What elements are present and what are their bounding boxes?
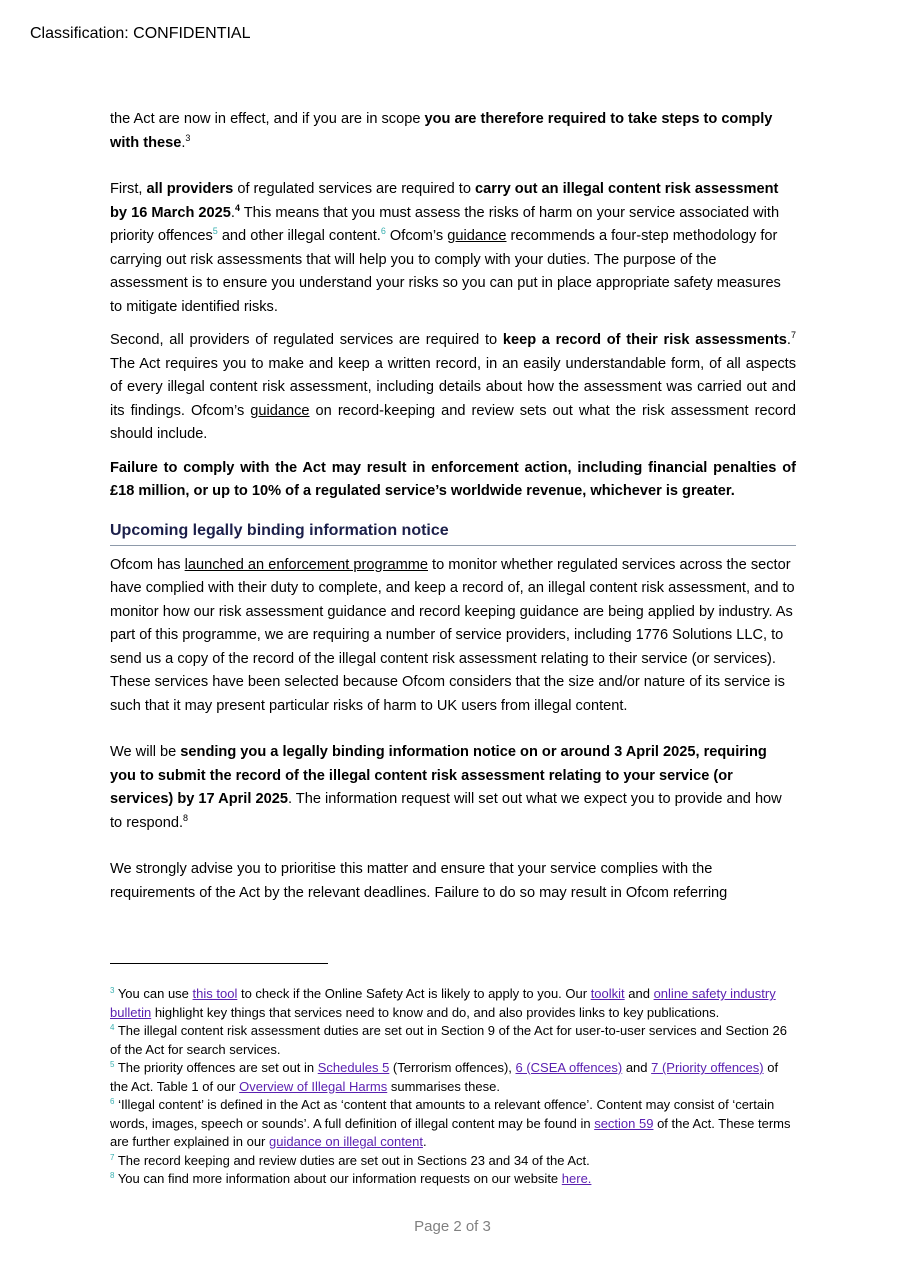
classification-label: Classification: CONFIDENTIAL <box>30 25 251 42</box>
section-heading: Upcoming legally binding information notice <box>110 520 796 546</box>
text-run: . <box>181 134 186 151</box>
text-run: ‘Illegal content’ is defined in the Act as ‘content that amounts to a relevant offence’. Content may consist of ‘certain words, images, speech or sounds’. A full definition of illegal content may be found in <box>110 1097 775 1131</box>
text-run: We will be <box>110 744 181 760</box>
here-link[interactable]: here. <box>561 1171 592 1186</box>
text-run: Second, all providers of regulated services are required to <box>110 332 503 348</box>
footnote-ref-6[interactable]: 6 <box>380 226 386 236</box>
document-body <box>110 108 796 905</box>
page-number: Page 2 of 3 <box>414 1218 491 1235</box>
footnote-ref-8[interactable]: 8 <box>183 812 189 823</box>
text-run: of the Act. These terms are further explained in our <box>110 1115 791 1149</box>
bold-text: all providers <box>146 181 234 197</box>
footnote-number: 5 <box>110 1060 115 1069</box>
footnote-separator <box>110 963 328 964</box>
footnote-ref-7[interactable]: 7 <box>790 330 796 340</box>
text-run: the Act are now in effect, and if you are in scope <box>110 111 425 127</box>
text-run: . <box>230 204 235 221</box>
footnote-ref-4[interactable]: 4 <box>234 202 240 213</box>
footnote-3 <box>110 985 796 1022</box>
overview-illegal-harms-link[interactable]: Overview of Illegal Harms <box>239 1078 388 1094</box>
priority-offences-link[interactable]: 7 (Priority offences) <box>651 1060 764 1075</box>
text-run: and <box>622 1060 652 1075</box>
text-run: . <box>786 332 791 348</box>
footnote-ref-3[interactable]: 3 <box>185 132 191 143</box>
text-run: First, <box>110 181 147 197</box>
paragraph-information-notice <box>110 741 796 835</box>
paragraph-enforcement-warning <box>110 457 796 504</box>
text-run: The record keeping and review duties are set out in Sections 23 and 34 of the Act. <box>114 1152 590 1168</box>
footnote-number: 3 <box>110 986 115 995</box>
footnote-number: 4 <box>110 1023 115 1032</box>
schedules-5-link[interactable]: Schedules 5 <box>317 1060 390 1075</box>
text-run: recommends a four-step methodology for carrying out risk assessments that will help you to comply with your duties. The purpose of the assessment is to ensure you understand your risks so you can put in place appropriate safety measures to mitigate identified risks. <box>110 228 781 315</box>
enforcement-programme-link[interactable]: launched an enforcement programme <box>184 556 428 573</box>
footnotes <box>110 985 796 1189</box>
text-run: The Act requires you to make and keep a written record, in an easily understandable form, of all aspects of every illegal content risk assessment, including details about how the assessment was carried out and its findings. Ofcom’s <box>110 355 796 419</box>
footnote-number: 8 <box>110 1171 115 1180</box>
record-keeping-guidance-link[interactable]: guidance <box>250 402 310 419</box>
text-run: and other illegal content. <box>217 228 381 244</box>
footnote-8 <box>110 1170 796 1189</box>
text-run: to check if the Online Safety Act is likely to apply to you. Our <box>237 986 591 1001</box>
industry-bulletin-link[interactable]: online safety industry bulletin <box>110 986 776 1020</box>
bold-text: you are therefore required to take steps to comply with these <box>110 111 773 151</box>
text-run: of regulated services are required to <box>233 181 476 197</box>
text-run: highlight key things that services need to know and do, and also provides links to key publications. <box>151 1004 720 1020</box>
text-run: (Terrorism offences), <box>389 1060 516 1075</box>
footnote-6 <box>110 1096 796 1152</box>
text-run: to monitor whether regulated services across the sector have complied with their duty to complete, and keep a record of, an illegal content risk assessment, and to monitor how our risk assessment guidance and record keeping guidance are being applied by industry. As part of this programme, we are requiring a number of service providers, including 1776 Solutions LLC, to send us a copy of the record of the illegal content risk assessment relating to their service (or services). These services have been selected because Ofcom considers that the size and/or nature of its service is such that it may present particular risks of harm to UK users from illegal content. <box>110 556 795 714</box>
bold-text: carry out an illegal content risk assessment by 16 March 2025 <box>110 181 779 221</box>
csea-offences-link[interactable]: 6 (CSEA offences) <box>515 1060 623 1075</box>
footnote-7 <box>110 1152 796 1171</box>
guidance-illegal-content-link[interactable]: guidance on illegal content <box>268 1134 423 1149</box>
paragraph-record-keeping <box>110 329 796 447</box>
guidance-link[interactable]: guidance <box>447 228 507 244</box>
text-run: This means that you must assess the risks of harm on your service associated with priority offences <box>110 204 780 244</box>
text-run: You can find more information about our information requests on our website <box>114 1171 562 1186</box>
footnote-ref-5[interactable]: 5 <box>212 226 218 236</box>
bold-text: sending you a legally binding information notice on or around 3 April 2025, requiring you to submit the record of the illegal content risk assessment relating to your service (or services) by 17 April 2025 <box>110 744 767 807</box>
text-run: The illegal content risk assessment duties are set out in Section 9 of the Act for user-to-user services and Section 26 of the Act for search services. <box>110 1023 787 1057</box>
text-run: on record-keeping and review sets out what the risk assessment record should include. <box>110 402 796 442</box>
footnote-4 <box>110 1022 796 1059</box>
text-run: . <box>422 1134 427 1149</box>
paragraph-risk-assessment <box>110 178 796 319</box>
paragraph-enforcement-programme <box>110 554 796 719</box>
section-59-link[interactable]: section 59 <box>594 1115 654 1131</box>
text-run: Ofcom’s <box>385 228 448 244</box>
section-heading-wrap <box>110 520 796 546</box>
text-run: The priority offences are set out in <box>114 1060 318 1075</box>
paragraph-act-in-effect <box>110 108 796 155</box>
text-run: . The information request will set out what we expect you to provide and how to respond. <box>110 791 782 831</box>
footnote-number: 7 <box>110 1152 115 1162</box>
footnote-number: 6 <box>110 1097 115 1106</box>
bold-text: Failure to comply with the Act may result in enforcement action, including financial penalties of £18 million, or up to 10% of a regulated service’s worldwide revenue, whichever is greater. <box>110 459 796 499</box>
text-run: of the Act. Table 1 of our <box>110 1060 779 1094</box>
text-run: summarises these. <box>387 1078 500 1094</box>
text-run: You can use <box>114 986 193 1001</box>
footnote-5 <box>110 1059 796 1096</box>
text-run: and <box>624 986 654 1001</box>
paragraph-advice: We strongly advise you to prioritise this matter and ensure that your service complies with the requirements of the Act by the relevant deadlines. Failure to do so may result in Ofcom referring <box>110 861 728 901</box>
this-tool-link[interactable]: this tool <box>192 986 238 1001</box>
text-run: Ofcom has <box>110 556 185 573</box>
toolkit-link[interactable]: toolkit <box>590 986 625 1001</box>
bold-text: keep a record of their risk assessments <box>502 332 787 348</box>
